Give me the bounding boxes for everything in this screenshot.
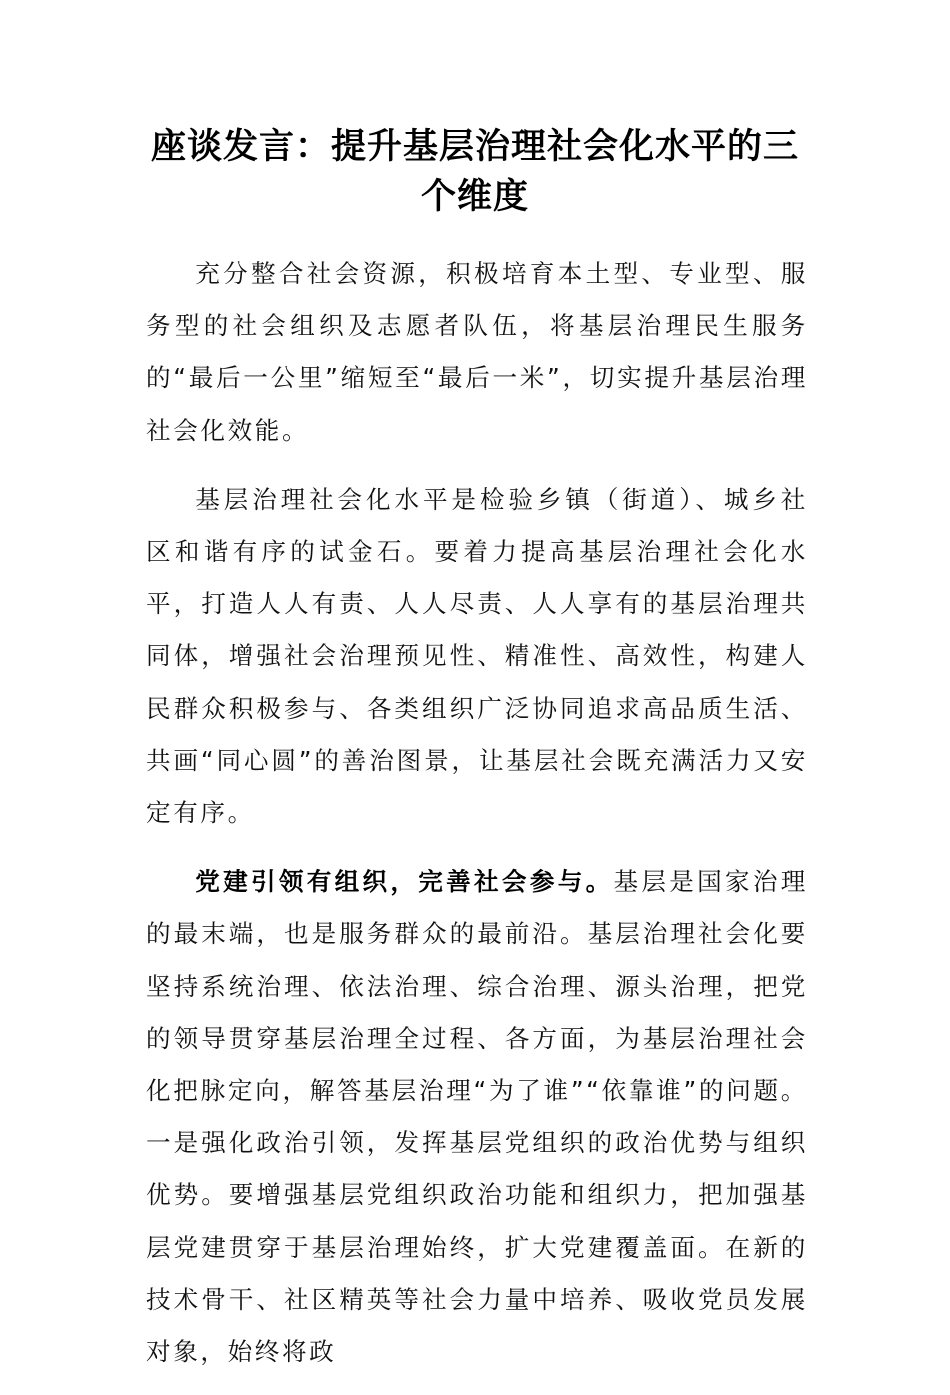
paragraph-2-text: 基层治理社会化水平是检验乡镇（街道）、城乡社区和谐有序的试金石。要着力提高基层治理社会化水平，打造人人有责、人人尽责、人人享有的基层治理共同体，增强社会治理预见性、精准性、高效性，构建人民群众积极参与、各类组织广泛协同追求高品质生活、共画“同心圆”的善治图景，让基层社会既充满活力又安定有序。 <box>146 484 808 828</box>
paragraph-3-text: 基层是国家治理的最末端，也是服务群众的最前沿。基层治理社会化要坚持系统治理、依法治理、综合治理、源头治理，把党的领导贯穿基层治理全过程、各方面，为基层治理社会化把脉定向，解答基层治理“为了谁”“依靠谁”的问题。一是强化政治引领，发挥基层党组织的政治优势与组织优势。要增强基层党组织政治功能和组织力，把加强基层党建贯穿于基层治理始终，扩大党建覆盖面。在新的技术骨干、社区精英等社会力量中培养、吸收党员发展对象，始终将政 <box>146 867 808 1367</box>
paragraph-1 <box>146 248 808 457</box>
paragraph-2 <box>146 474 808 839</box>
paragraph-3 <box>146 856 808 1378</box>
document-body <box>146 248 808 1395</box>
paragraph-3-lead-heading: 党建引领有组织，完善社会参与。 <box>195 867 614 897</box>
document-title: 座谈发言：提升基层治理社会化水平的三个维度 <box>150 126 799 217</box>
paragraph-1-text: 充分整合社会资源，积极培育本土型、专业型、服务型的社会组织及志愿者队伍，将基层治理民生服务的“最后一公里”缩短至“最后一米”，切实提升基层治理社会化效能。 <box>146 259 808 445</box>
